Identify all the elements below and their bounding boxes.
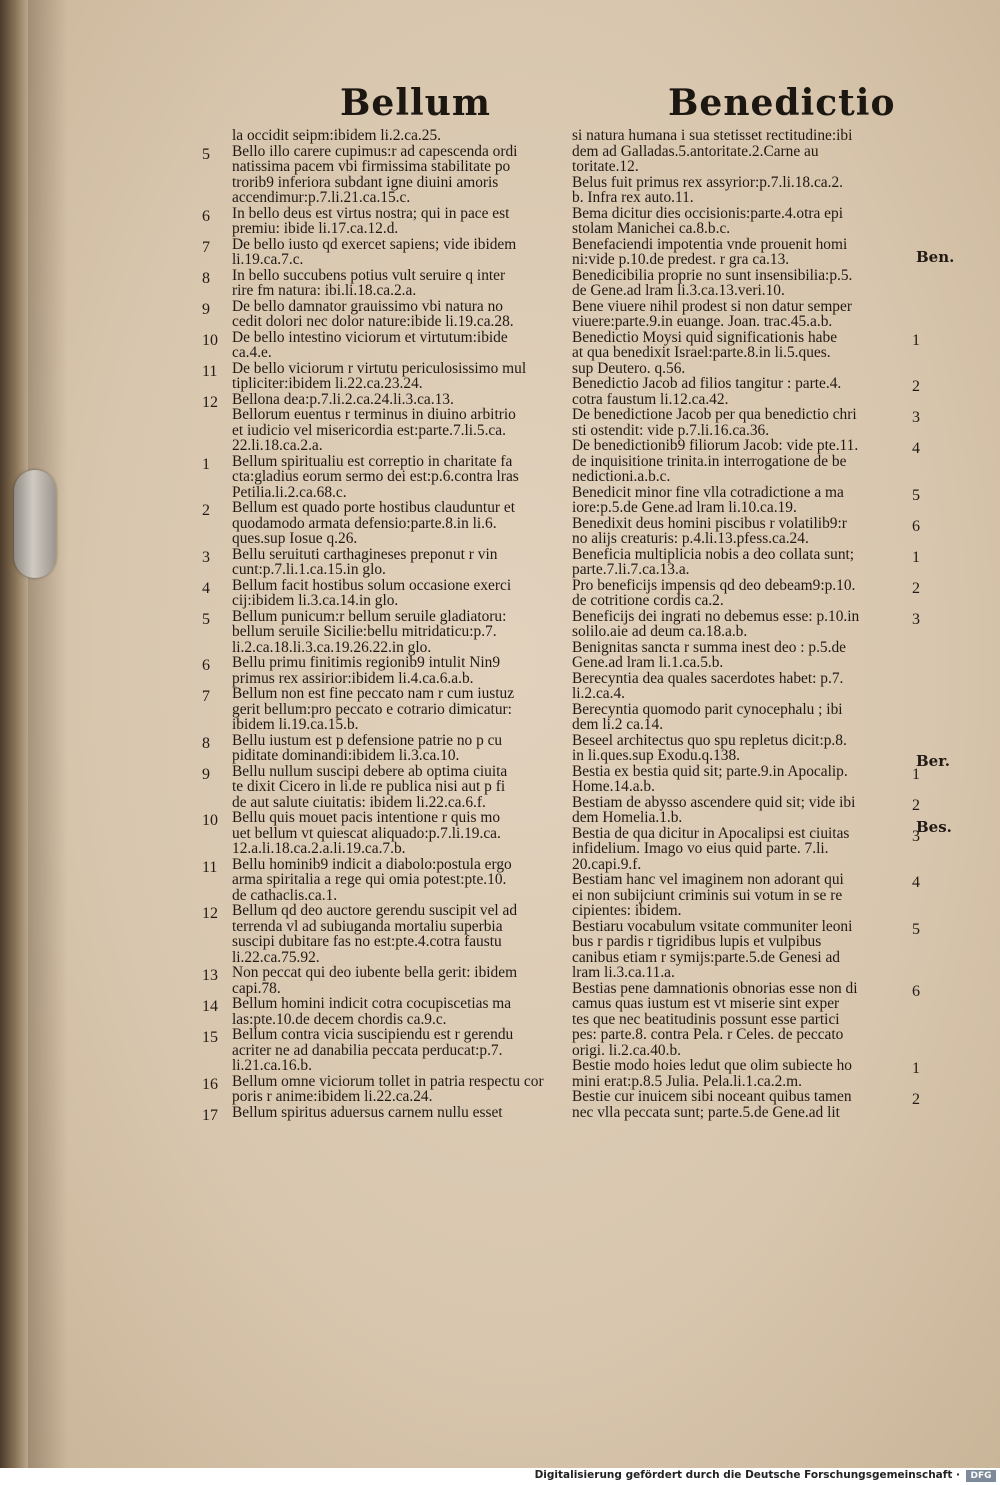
index-entry	[572, 607, 920, 640]
entry-line: Benedictio Jacob ad filios tangitur : parte.4.	[572, 375, 842, 392]
entry-line: ei non subijciunt criminis sui votum in se re	[572, 886, 843, 904]
index-entry	[202, 902, 572, 966]
entry-line: et iudicio vel misericordia est:parte.7.li.5.ca.	[232, 421, 506, 439]
entry-line: natissima pacem vbi firmissima stabilitate po	[232, 158, 511, 175]
entry-line: Non peccat qui deo iubente bella gerit: ibidem	[232, 964, 518, 981]
entry-line: De bello intestino viciorum et virtutum:ibide	[232, 328, 508, 346]
index-entry	[202, 607, 572, 656]
entry-line: uet bellum vt quiescat aliquado:p.7.li.19.ca.	[232, 824, 501, 842]
entry-line: De benedictionib9 filiorum Jacob: vide pte.11.	[572, 437, 859, 454]
index-entry	[572, 514, 920, 547]
index-entry	[572, 733, 914, 764]
entry-number: 2	[912, 796, 920, 814]
entry-line: nedictioni.a.b.c.	[572, 468, 671, 485]
entry-number: 12	[202, 905, 218, 922]
entry-line: In bello succubens potius vult seruire q inter	[232, 266, 506, 284]
index-entry	[572, 299, 914, 330]
entry-line: Bello illo carere cupimus:r ad capescenda ordi	[232, 142, 518, 160]
entry-line: ibidem li.19.ca.15.b.	[232, 716, 359, 733]
entry-line: si natura humana i sua stetisset rectitudine:ibi	[572, 127, 853, 144]
entry-line: Bema dicitur dies occisionis:parte.4.otra epi	[572, 204, 843, 222]
index-entry	[202, 995, 572, 1028]
entry-number: 11	[202, 362, 218, 380]
entry-line: Bellu iustum est p defensione patrie no p cu	[232, 731, 503, 749]
entry-line: Bestia de qua dicitur in Apocalipsi est ciuitas	[572, 824, 850, 842]
gutter-shadow	[28, 0, 68, 1468]
entry-line: de cathaclis.ca.1.	[232, 886, 338, 904]
entry-line: 22.li.18.ca.2.a.	[232, 437, 323, 454]
entry-line: cotra faustum li.12.ca.42.	[572, 390, 729, 408]
entry-line: ques.sup Iosue q.26.	[232, 530, 358, 547]
entry-line: Bestie cur inuicem sibi noceant quibus tamen	[572, 1088, 852, 1105]
header-left: Bellum	[340, 82, 491, 124]
entry-line: Berecyntia quomodo parit cynocephalu ; ibi	[572, 700, 843, 718]
entry-number: 1	[912, 1060, 920, 1077]
entry-line: las:pte.10.de decem chordis ca.9.c.	[232, 1010, 447, 1028]
entry-line: Beseel architectus quo spu repletus dicit:p.8.	[572, 731, 847, 749]
entry-line: Home.14.a.b.	[572, 778, 655, 795]
entry-line: 20.capi.9.f.	[572, 855, 642, 873]
dfg-logo: DFG	[966, 1470, 996, 1482]
entry-line: bellum seruile Sicilie:bellu mitridaticu:p.7.	[232, 623, 497, 640]
entry-number: 6	[912, 982, 920, 1000]
entry-number: 2	[912, 579, 920, 597]
entry-number: 4	[912, 440, 920, 457]
index-entry	[202, 204, 572, 237]
index-entry	[202, 576, 572, 609]
entry-line: cipientes: ibidem.	[572, 902, 682, 919]
index-entry	[572, 702, 914, 733]
entry-number: 13	[202, 967, 218, 984]
entry-line: ca.4.e.	[232, 344, 272, 361]
index-entry	[202, 1072, 572, 1105]
index-entry	[572, 640, 914, 671]
index-entry	[202, 142, 572, 206]
entry-line: parte.7.li.7.ca.13.a.	[572, 561, 690, 578]
index-entry	[572, 483, 920, 516]
entry-number: 3	[202, 548, 210, 566]
entry-line: sti ostendit: vide p.7.li.16.ca.36.	[572, 421, 770, 439]
entry-line: Benignitas sancta r summa inest deo : p.5.de	[572, 638, 846, 656]
entry-line: Pro beneficijs impensis qd deo debeam9:p.10.	[572, 576, 856, 594]
index-entry	[572, 762, 920, 795]
entry-line: Bellu primu finitimis regionib9 intulit Nin9	[232, 654, 501, 671]
entry-number: 8	[202, 734, 210, 752]
entry-number: 3	[912, 827, 920, 845]
index-entry	[202, 762, 572, 811]
index-entry	[202, 964, 572, 997]
entry-line: b. Infra rex auto.11.	[572, 189, 694, 206]
entry-line: mini erat:p.8.5 Julia. Pela.li.1.ca.2.m.	[572, 1072, 802, 1090]
index-entry	[202, 297, 572, 330]
entry-number: 5	[202, 610, 210, 628]
index-entry	[232, 128, 572, 144]
entry-number: 2	[202, 502, 210, 519]
footer-bar	[0, 1468, 1000, 1485]
index-entry	[572, 1057, 920, 1090]
entry-line: Bellu hominib9 indicit a diabolo:postula ergo	[232, 855, 512, 873]
entry-number: 12	[202, 393, 218, 411]
entry-line: li.2.ca.4.	[572, 685, 625, 702]
entry-line: terrenda vl ad subiuganda mortaliu superbia	[232, 917, 503, 935]
entry-line: De bello viciorum r virtutu periculosissimo mul	[232, 359, 527, 377]
entry-line: pes: parte.8. contra Pela. r Celes. de peccato	[572, 1026, 844, 1043]
entry-line: camus quas iustum est vt miserie sint exper	[572, 995, 840, 1012]
entry-line: premiu: ibide li.17.ca.12.d.	[232, 220, 399, 237]
index-entry	[572, 979, 920, 1059]
entry-line: no alijs creaturis: p.4.li.13.pfess.ca.24.	[572, 530, 809, 547]
right-column	[572, 127, 920, 1121]
index-entry	[572, 375, 920, 408]
entry-number: 10	[202, 331, 218, 349]
entry-number: 5	[912, 486, 920, 504]
entry-line: sup Deutero. q.56.	[572, 359, 686, 377]
index-entry	[202, 452, 572, 501]
entry-number: 2	[912, 1091, 920, 1108]
entry-line: at qua benedixit Israel:parte.8.in li.5.ques.	[572, 344, 831, 361]
entry-line: Bellu seruituti carthagineses preponut r vin	[232, 545, 498, 563]
entry-line: de inquisitione trinita.in interrogatione de be	[572, 452, 847, 470]
page-clip	[14, 470, 56, 578]
index-entry	[202, 235, 572, 268]
entry-line: cta:gladius eorum sermo dei est:p.6.contra lras	[232, 468, 519, 485]
entry-line: Benedixit deus homini piscibus r volatilib9:r	[572, 514, 847, 532]
index-entry	[572, 437, 920, 485]
entry-line: In bello deus est virtus nostra; qui in pace est	[232, 204, 510, 222]
index-entry	[572, 406, 920, 439]
index-entry	[202, 685, 572, 733]
entry-number: 1	[912, 331, 920, 349]
entry-line: Bestie modo hoies ledut que olim subiecte ho	[572, 1057, 852, 1074]
entry-number: 4	[912, 874, 920, 891]
funding-note: Digitalisierung gefördert durch die Deutsche Forschungsgemeinschaft ·	[534, 1469, 960, 1481]
entry-line: de aut salute ciuitatis: ibidem li.22.ca.6.f.	[232, 793, 486, 811]
entry-number: 10	[202, 812, 218, 829]
entry-number: 15	[202, 1029, 218, 1046]
margin-section-label: Ber.	[916, 752, 950, 770]
entry-line: De benedictione Jacob per qua benedictio chri	[572, 406, 857, 423]
entry-line: Bestias pene damnationis obnorias esse non di	[572, 979, 858, 997]
book-binding-edge	[0, 0, 28, 1468]
index-entry	[572, 824, 920, 873]
entry-line: Bestiaru vocabulum vsitate communiter leoni	[572, 917, 853, 935]
index-entry	[572, 545, 920, 578]
index-entry	[572, 871, 920, 919]
entry-line: dem Homelia.1.b.	[572, 809, 683, 826]
entry-line: ni:vide p.10.de predest. r gra ca.13.	[572, 251, 790, 268]
entry-line: de cotritione cordis ca.2.	[572, 592, 724, 609]
entry-number: 6	[912, 517, 920, 535]
entry-line: de Gene.ad lram li.3.ca.13.veri.10.	[572, 282, 785, 299]
entry-number: 8	[202, 269, 210, 287]
entry-line: trorib9 inferiora subdant igne diuini amoris	[232, 173, 499, 191]
entry-line: acriter ne ad danabilia peccata perducat:p.7.	[232, 1041, 503, 1059]
entry-line: capi.78.	[232, 979, 281, 997]
index-entry	[202, 545, 572, 578]
index-entry	[232, 407, 572, 454]
entry-line: infidelium. Imago vo eius quid parte. 7.li.	[572, 840, 829, 857]
margin-section-label: Bes.	[916, 818, 952, 836]
entry-line: Bellum punicum:r bellum seruile gladiatoru:	[232, 607, 507, 625]
entry-line: rire fm natura: ibi.li.18.ca.2.a.	[232, 282, 417, 299]
index-entry	[202, 1103, 572, 1124]
entry-number: 6	[202, 657, 210, 674]
index-entry	[202, 266, 572, 299]
index-entry	[202, 1026, 572, 1074]
entry-line: Benedicit minor fine vlla cotradictione a ma	[572, 483, 844, 501]
index-entry	[202, 855, 572, 904]
index-entry	[202, 359, 572, 392]
entry-line: solilo.aie ad deum ca.18.a.b.	[572, 623, 748, 640]
index-entry	[572, 268, 914, 299]
entry-line: in li.ques.sup Exodu.q.138.	[572, 747, 741, 764]
index-entry	[202, 499, 572, 547]
entry-line: dem ad Galladas.5.antoritate.2.Carne au	[572, 142, 819, 160]
entry-line: iore:p.5.de Gene.ad lram li.10.ca.19.	[572, 499, 797, 516]
entry-line: Benedictio Moysi quid significationis habe	[572, 328, 838, 346]
entry-line: nec vlla peccata sunt; parte.5.de Gene.ad lit	[572, 1103, 840, 1121]
index-entry	[202, 809, 572, 857]
entry-line: Gene.ad lram li.1.ca.5.b.	[572, 654, 724, 671]
entry-line: Bellum contra vicia suscipiendu est r gerendu	[232, 1026, 514, 1043]
entry-line: Petilia.li.2.ca.68.c.	[232, 483, 347, 501]
entry-line: li.21.ca.16.b.	[232, 1057, 312, 1074]
entry-number: 7	[202, 688, 210, 705]
index-entry	[202, 328, 572, 361]
entry-number: 3	[912, 610, 920, 628]
entry-number: 5	[912, 920, 920, 938]
entry-number: 14	[202, 998, 218, 1015]
entry-line: Bestiam de abysso ascendere quid sit; vide ibi	[572, 793, 856, 811]
entry-number: 17	[202, 1106, 218, 1124]
entry-number: 1	[202, 455, 210, 473]
entry-line: lram li.3.ca.11.a.	[572, 964, 675, 981]
entry-line: li.19.ca.7.c.	[232, 251, 304, 268]
entry-line: Bellona dea:p.7.li.2.ca.24.li.3.ca.13.	[232, 390, 454, 408]
entry-line: Bellu nullum suscipi debere ab optima ciuita	[232, 762, 508, 780]
entry-line: Bellum non est fine peccato nam r cum iustuz	[232, 685, 515, 702]
entry-line: 12.a.li.18.ca.2.a.li.19.ca.7.b.	[232, 840, 406, 857]
left-column	[202, 127, 572, 1124]
entry-line: arma spiritalia a rege qui omia potest:pte.10.	[232, 871, 507, 888]
index-entry	[572, 671, 914, 702]
entry-line: Bellu quis mouet pacis intentione r quis mo	[232, 809, 501, 826]
index-entry	[202, 731, 572, 764]
entry-line: poris r anime:ibidem li.22.ca.24.	[232, 1088, 433, 1105]
index-entry	[202, 654, 572, 687]
entry-line: Bellum facit hostibus solum occasione exerci	[232, 576, 512, 594]
entry-line: Bellum spiritualiu est correptio in charitate fa	[232, 452, 513, 470]
entry-line: piditate dominandi:ibidem li.3.ca.10.	[232, 747, 460, 764]
entry-line: Bellum spiritus aduersus carnem nullu esset	[232, 1103, 503, 1121]
entry-line: tipliciter:ibidem li.22.ca.23.24.	[232, 375, 423, 392]
entry-number: 9	[202, 765, 210, 783]
entry-number: 9	[202, 300, 210, 318]
entry-line: cij:ibidem li.3.ca.14.in glo.	[232, 592, 399, 609]
entry-number: 4	[202, 579, 210, 597]
entry-line: De bello damnator grauissimo vbi natura no	[232, 297, 503, 315]
index-entry	[572, 175, 914, 206]
entry-line: tes que nec beatitudinis possunt esse partici	[572, 1010, 840, 1028]
entry-number: 3	[912, 409, 920, 426]
entry-number: 11	[202, 858, 218, 876]
entry-line: Bestia ex bestia quid sit; parte.9.in Apocalip.	[572, 762, 848, 780]
index-entry	[572, 128, 914, 175]
index-entry	[572, 917, 920, 981]
entry-line: cunt:p.7.li.1.ca.15.in glo.	[232, 561, 386, 578]
entry-line: gerit bellum:pro peccato e cotrario dimicatur:	[232, 700, 512, 718]
entry-line: Bellum homini indicit cotra cocupiscetias ma	[232, 995, 512, 1012]
entry-line: Bene viuere nihil prodest si non datur semper	[572, 297, 852, 315]
entry-number: 1	[912, 765, 920, 783]
entry-number: 5	[202, 145, 210, 163]
entry-line: Beneficijs dei ingrati no debemus esse: p.10.in	[572, 607, 860, 625]
entry-line: Bestiam hanc vel imaginem non adorant qui	[572, 871, 844, 888]
entry-line: viuere:parte.9.in euange. Joan. trac.45.a.b.	[572, 313, 833, 330]
entry-line: primus rex assirior:ibidem li.4.ca.6.a.b.	[232, 669, 474, 687]
entry-line: Bellum omne viciorum tollet in patria respectu cor	[232, 1072, 544, 1090]
entry-line: dem li.2 ca.14.	[572, 716, 664, 733]
entry-line: accendimur:p.7.li.21.ca.15.c.	[232, 189, 411, 206]
entry-line: cedit dolori nec dolor nature:ibide li.19.ca.28.	[232, 313, 514, 330]
entry-line: Berecyntia dea quales sacerdotes habet: p.7.	[572, 669, 844, 687]
entry-line: Benedicibilia proprie no sunt insensibilia:p.5.	[572, 266, 853, 284]
entry-line: origi. li.2.ca.40.b.	[572, 1041, 681, 1059]
entry-line: Bellum qd deo auctore gerendu suscipit vel ad	[232, 902, 518, 919]
entry-line: te dixit Cicero in li.de re publica nisi aut p fi	[232, 778, 506, 795]
index-entry	[572, 1088, 920, 1121]
margin-section-label: Ben.	[916, 248, 955, 266]
entry-line: quodamodo armata defensio:parte.8.in li.6.	[232, 514, 497, 532]
entry-number: 7	[202, 238, 210, 256]
index-entry	[572, 793, 920, 826]
entry-number: 16	[202, 1075, 218, 1093]
header-right: Benedictio	[668, 82, 896, 124]
entry-line: Belus fuit primus rex assyrior:p.7.li.18.ca.2.	[572, 173, 844, 191]
entry-number: 2	[912, 378, 920, 395]
entry-number: 6	[202, 207, 210, 225]
entry-number: 1	[912, 548, 920, 566]
entry-line: De bello iusto qd exercet sapiens; vide ibidem	[232, 235, 517, 253]
entry-line: Benefaciendi impotentia vnde prouenit homi	[572, 235, 848, 253]
index-entry	[572, 206, 914, 237]
entry-line: li.2.ca.18.li.3.ca.19.26.22.in glo.	[232, 638, 432, 656]
index-entry	[572, 576, 920, 609]
index-entry	[202, 390, 572, 411]
entry-line: toritate.12.	[572, 158, 639, 175]
entry-line: bus r pardis r tigridibus lupis et vulpibus	[572, 933, 822, 950]
entry-line: Bellorum euentus r terminus in diuino arbitrio	[232, 406, 516, 423]
entry-line: stolam Manichei ca.8.b.c.	[572, 220, 731, 237]
entry-line: Beneficia multiplicia nobis a deo collata sunt;	[572, 545, 855, 563]
entry-line: canibus etiam r symijs:parte.5.de Genesi ad	[572, 948, 840, 966]
index-entry	[572, 328, 920, 377]
entry-line: la occidit seipm:ibidem li.2.ca.25.	[232, 127, 442, 144]
index-entry	[572, 237, 914, 268]
entry-line: suscipi dubitare fas no est:pte.4.cotra faustu	[232, 933, 502, 950]
entry-line: li.22.ca.75.92.	[232, 948, 320, 966]
entry-line: Bellum est quado porte hostibus clauduntur et	[232, 499, 515, 516]
